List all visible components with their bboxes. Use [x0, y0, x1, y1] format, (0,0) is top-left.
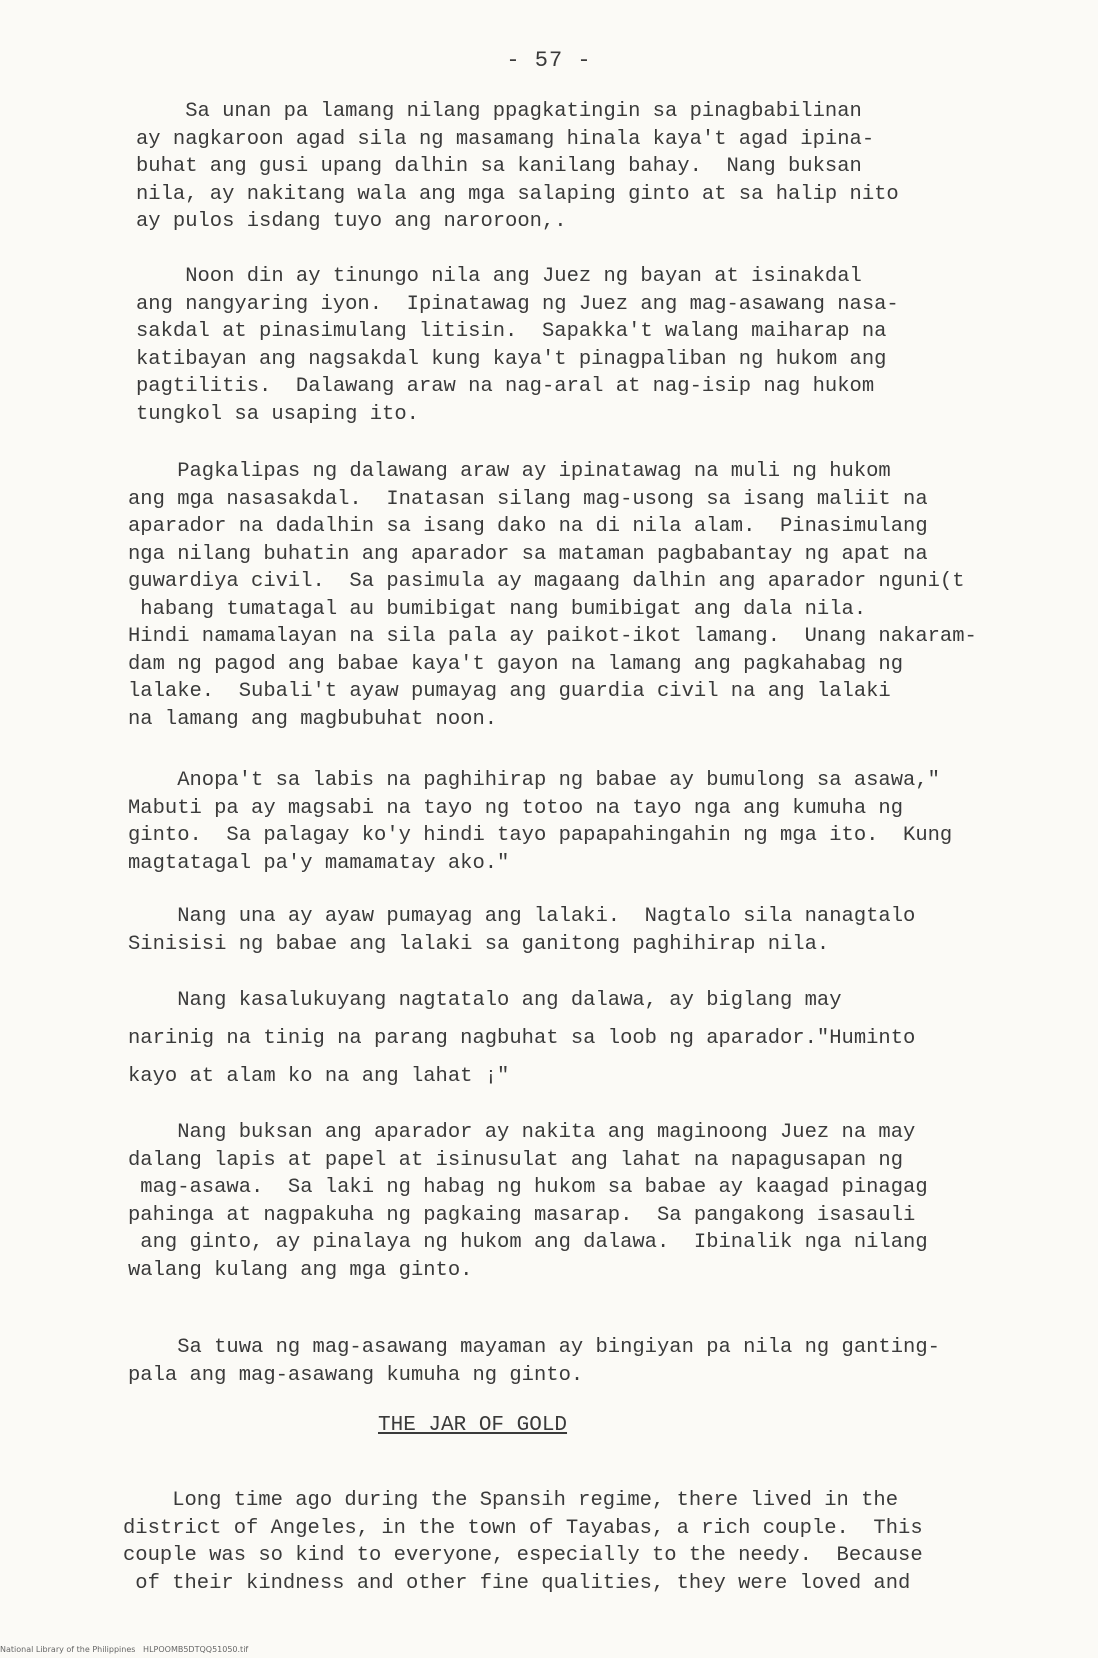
text-line: guwardiya civil. Sa pasimula ay magaang dalhin ang aparador nguni(t	[128, 570, 965, 593]
text-line: Pagkalipas ng dalawang araw ay ipinatawag na muli ng hukom	[128, 460, 891, 483]
text-line: tungkol sa usaping ito.	[136, 402, 419, 426]
text-line: dam ng pagod ang babae kaya't gayon na lamang ang pagkahabag ng	[128, 652, 904, 676]
text-line: katibayan ang nagsakdal kung kaya't pinagpaliban ng hukom ang	[136, 347, 887, 371]
text-line: couple was so kind to everyone, especially to the needy. Because	[123, 1544, 923, 1567]
text-line: aparador na dadalhin sa isang dako na di nila alam. Pinasimulang	[128, 515, 928, 538]
text-line: lalake. Subali't ayaw pumayag ang guardia civil na ang lalaki	[128, 680, 891, 703]
text-line: nila, ay nakitang wala ang mga salaping ginto at sa halip nito	[136, 182, 899, 206]
text-line: pahinga at nagpakuha ng pagkaing masarap. Sa pangakong isasauli	[128, 1203, 916, 1227]
text-line: ang nangyaring iyon. Ipinatawag ng Juez ang mag-asawang nasa-	[136, 292, 899, 316]
text-line: narinig na tinig na parang nagbuhat sa loob ng aparador."Huminto	[128, 1027, 916, 1050]
text-line: walang kulang ang mga ginto.	[128, 1258, 473, 1282]
text-line: ginto. Sa palagay ko'y hindi tayo papapahingahin ng mga ito. Kung	[128, 824, 953, 847]
text-line: Nang kasalukuyang nagtatalo ang dalawa, ay biglang may	[128, 989, 842, 1012]
paragraph-8	[128, 1334, 940, 1389]
paragraph-3	[128, 458, 977, 733]
text-line: pagtilitis. Dalawang araw na nag-aral at nag-isip nag hukom	[136, 375, 875, 398]
text-line: district of Angeles, in the town of Tayabas, a rich couple. This	[123, 1516, 923, 1540]
text-line: Anopa't sa labis na paghihirap ng babae ay bumulong sa asawa,"	[128, 769, 940, 792]
paragraph-4	[128, 767, 952, 877]
paragraph-7	[128, 1119, 928, 1284]
page-number: - 57 -	[506, 48, 592, 73]
text-line: kayo at alam ko na ang lahat ¡"	[128, 1065, 510, 1088]
text-line: Sa unan pa lamang nilang ppagkatingin sa pinagbabilinan	[136, 100, 862, 123]
text-line: ang ginto, ay pinalaya ng hukom ang dalawa. Ibinalik nga nilang	[128, 1231, 928, 1254]
text-line: Noon din ay tinungo nila ang Juez ng bayan at isinakdal	[136, 265, 862, 288]
text-line: magtatagal pa'y mamamatay ako."	[128, 851, 510, 875]
paragraph-9	[123, 1487, 923, 1597]
paragraph-6	[128, 982, 915, 1096]
text-line: mag-asawa. Sa laki ng habag ng hukom sa babae ay kaagad pinagag	[128, 1176, 928, 1199]
paragraph-2	[136, 263, 899, 428]
text-line: Sinisisi ng babae ang lalaki sa ganitong paghihirap nila.	[128, 932, 830, 956]
text-line: Sa tuwa ng mag-asawang mayaman ay bingiyan pa nila ng ganting-	[128, 1336, 940, 1359]
text-line: Nang una ay ayaw pumayag ang lalaki. Nagtalo sila nanagtalo	[128, 905, 916, 928]
text-line: of their kindness and other fine qualities, they were loved and	[123, 1571, 911, 1595]
text-line: pala ang mag-asawang kumuha ng ginto.	[128, 1363, 584, 1387]
paragraph-5	[128, 903, 915, 958]
text-line: dalang lapis at papel at isinusulat ang lahat na napagusapan ng	[128, 1148, 904, 1172]
text-line: Nang buksan ang aparador ay nakita ang maginoong Juez na may	[128, 1121, 916, 1144]
text-line: buhat ang gusi upang dalhin sa kanilang bahay. Nang buksan	[136, 155, 862, 178]
text-line: Long time ago during the Spansih regime, there lived in the	[123, 1489, 899, 1512]
text-line: Hindi namamalayan na sila pala ay paikot-ikot lamang. Unang nakaram-	[128, 625, 977, 648]
text-line: nga nilang buhatin ang aparador sa mataman pagbabantay ng apat na	[128, 542, 928, 566]
section-title: THE JAR OF GOLD	[378, 1414, 568, 1437]
paragraph-1	[136, 98, 899, 236]
text-line: Mabuti pa ay magsabi na tayo ng totoo na tayo nga ang kumuha ng	[128, 796, 904, 820]
text-line: sakdal at pinasimulang litisin. Sapakka't walang maiharap na	[136, 320, 887, 343]
text-line: ay nagkaroon agad sila ng masamang hinala kaya't agad ipina-	[136, 127, 875, 151]
text-line: habang tumatagal au bumibigat nang bumibigat ang dala nila.	[128, 597, 867, 621]
text-line: na lamang ang magbubuhat noon.	[128, 707, 498, 731]
text-line: ang mga nasasakdal. Inatasan silang mag-usong sa isang maliit na	[128, 487, 928, 511]
archive-footer: National Library of the Philippines HLPOOMB5DTQQ51050.tif	[0, 1645, 249, 1654]
text-line: ay pulos isdang tuyo ang naroroon,.	[136, 210, 567, 233]
